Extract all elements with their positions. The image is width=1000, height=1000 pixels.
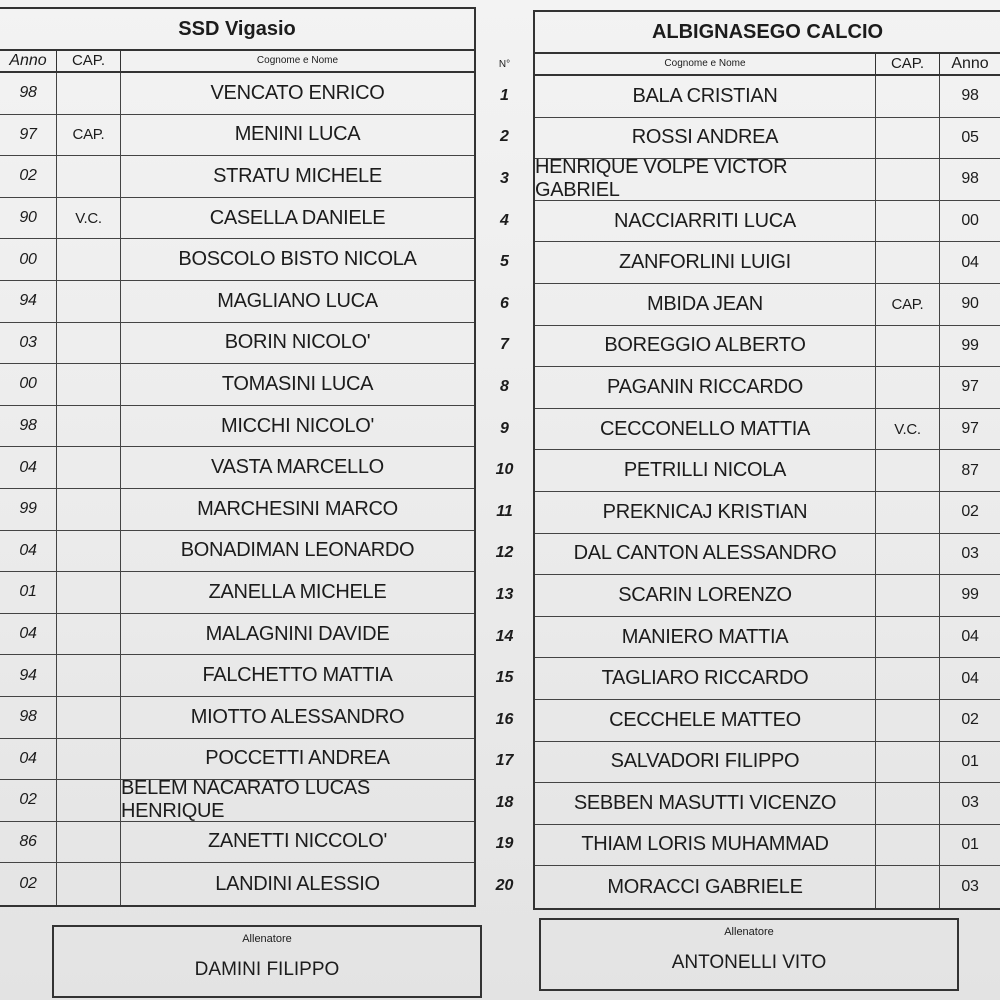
away-player-cap (876, 617, 940, 658)
home-player-cap (57, 822, 121, 863)
away-player-row (535, 783, 1000, 825)
home-player-cap (57, 447, 121, 488)
home-player-name: BOSCOLO BISTO NICOLA (178, 248, 417, 271)
away-player-name: MORACCI GABRIELE (535, 866, 876, 908)
home-player-anno: 04 (0, 531, 57, 572)
home-player-name: POCCETTI ANDREA (205, 747, 390, 770)
away-player-name: MANIERO MATTIA (535, 617, 876, 658)
home-player-row (0, 73, 474, 115)
away-player-cap: V.C. (876, 409, 940, 450)
away-player-cap (876, 742, 940, 783)
home-player-name: BELEM NACARATO LUCAS HENRIQUE (121, 777, 370, 823)
away-player-name: SALVADORI FILIPPO (535, 742, 876, 783)
home-coach-box (52, 925, 482, 998)
away-header-name: Cognome e Nome (535, 54, 876, 74)
away-player-anno: 99 (961, 586, 979, 604)
home-player-anno: 97 (0, 115, 57, 156)
home-team-title: SSD Vigasio (0, 9, 474, 51)
away-player-cap (876, 866, 940, 908)
away-coach-name: ANTONELLI VITO (671, 952, 827, 973)
away-player-cap (876, 242, 940, 283)
home-player-cap (57, 239, 121, 280)
away-player-row (535, 700, 1000, 742)
away-player-cap (876, 450, 940, 491)
home-player-row (0, 614, 474, 656)
away-player-anno: 04 (961, 253, 979, 271)
away-player-name: PAGANIN RICCARDO (535, 367, 876, 408)
home-player-row (0, 156, 474, 198)
away-player-name: DAL CANTON ALESSANDRO (535, 534, 876, 575)
away-player-row (535, 118, 1000, 160)
shirt-number: 10 (495, 461, 514, 479)
shirt-number: 16 (495, 710, 514, 728)
away-header-anno: Anno (951, 55, 989, 72)
home-player-row (0, 697, 474, 739)
away-player-cap (876, 825, 940, 866)
away-player-row (535, 367, 1000, 409)
away-player-anno: 01 (961, 835, 979, 853)
away-player-name: BALA CRISTIAN (535, 76, 876, 117)
away-player-name: THIAM LORIS MUHAMMAD (535, 825, 876, 866)
home-player-name: CASELLA DANIELE (209, 206, 386, 229)
away-player-cap (876, 492, 940, 533)
home-player-anno: 01 (0, 572, 57, 613)
home-player-cap (57, 489, 121, 530)
home-player-row (0, 489, 474, 531)
away-player-anno: 98 (961, 170, 979, 188)
home-player-cap (57, 739, 121, 780)
home-player-anno: 94 (0, 281, 57, 322)
home-player-cap (57, 780, 121, 821)
away-player-row (535, 742, 1000, 784)
shirt-number: 8 (500, 377, 509, 395)
shirt-number: 18 (495, 793, 514, 811)
away-player-cap (876, 367, 940, 408)
away-player-anno: 02 (961, 503, 979, 521)
home-player-anno: 86 (0, 822, 57, 863)
home-player-cap: CAP. (57, 115, 121, 156)
home-player-anno: 02 (0, 780, 57, 821)
away-player-row (535, 242, 1000, 284)
away-player-cap (876, 201, 940, 242)
away-player-row (535, 450, 1000, 492)
away-coach-label: Allenatore (724, 926, 774, 938)
away-player-row (535, 575, 1000, 617)
away-player-name: SEBBEN MASUTTI VICENZO (535, 783, 876, 824)
home-player-name: MALAGNINI DAVIDE (205, 622, 390, 645)
home-player-name: ZANETTI NICCOLO' (207, 830, 388, 853)
home-player-row (0, 572, 474, 614)
away-player-anno: 99 (961, 336, 979, 354)
home-player-row (0, 447, 474, 489)
home-player-row (0, 655, 474, 697)
away-player-anno: 97 (961, 378, 979, 396)
home-player-row (0, 822, 474, 864)
away-player-name: HENRIQUE VOLPE VICTOR GABRIEL (535, 159, 876, 200)
away-player-row (535, 534, 1000, 576)
shirt-number: 20 (495, 877, 514, 895)
home-team-table (0, 7, 476, 907)
shirt-number: 13 (495, 585, 514, 603)
home-player-row (0, 739, 474, 781)
home-player-anno: 98 (0, 73, 57, 114)
home-player-anno: 02 (0, 156, 57, 197)
shirt-number: 9 (500, 419, 509, 437)
shirt-number: 17 (495, 752, 514, 770)
away-player-cap (876, 118, 940, 159)
away-player-anno: 87 (961, 461, 979, 479)
away-player-anno: 03 (961, 794, 979, 812)
home-player-row (0, 323, 474, 365)
away-player-cap (876, 783, 940, 824)
home-player-anno: 94 (0, 655, 57, 696)
home-player-name: MAGLIANO LUCA (217, 289, 378, 312)
shirt-number: 4 (500, 211, 509, 229)
home-player-row (0, 198, 474, 240)
home-table-header (0, 51, 474, 73)
away-team-table (533, 10, 1000, 910)
away-team-title: ALBIGNASEGO CALCIO (535, 12, 1000, 54)
shirt-number: 12 (495, 544, 514, 562)
away-player-row (535, 866, 1000, 908)
home-player-name: TOMASINI LUCA (221, 372, 374, 395)
number-rows (476, 75, 533, 907)
home-header-name: Cognome e Nome (256, 55, 339, 66)
away-player-row (535, 658, 1000, 700)
shirt-number: 14 (495, 627, 514, 645)
shirt-number: 1 (500, 86, 509, 104)
home-header-cap: CAP. (57, 51, 121, 71)
away-player-anno: 03 (961, 878, 979, 896)
away-player-row (535, 492, 1000, 534)
home-player-name: BONADIMAN LEONARDO (180, 539, 415, 562)
home-player-name: STRATU MICHELE (213, 164, 382, 187)
home-player-name: MIOTTO ALESSANDRO (190, 705, 405, 728)
away-player-anno: 98 (961, 87, 979, 105)
home-coach-name: DAMINI FILIPPO (194, 959, 340, 980)
home-player-name: LANDINI ALESSIO (215, 872, 380, 895)
away-player-row (535, 76, 1000, 118)
home-player-anno: 90 (0, 198, 57, 239)
away-player-cap (876, 326, 940, 367)
home-player-anno: 04 (0, 739, 57, 780)
shirt-number: 15 (495, 669, 514, 687)
home-player-cap (57, 73, 121, 114)
home-player-row (0, 406, 474, 448)
away-player-name: BOREGGIO ALBERTO (535, 326, 876, 367)
away-player-row (535, 617, 1000, 659)
home-player-row (0, 531, 474, 573)
away-player-name: PETRILLI NICOLA (535, 450, 876, 491)
home-player-cap (57, 531, 121, 572)
away-player-name: SCARIN LORENZO (535, 575, 876, 616)
shirt-number: 5 (500, 253, 509, 271)
away-player-row (535, 284, 1000, 326)
away-player-row (535, 825, 1000, 867)
away-player-cap (876, 658, 940, 699)
home-player-name: ZANELLA MICHELE (208, 580, 387, 603)
away-player-anno: 01 (961, 752, 979, 770)
away-player-name: CECCHELE MATTEO (535, 700, 876, 741)
home-player-row (0, 777, 474, 823)
away-player-anno: 04 (961, 669, 979, 687)
home-player-cap (57, 156, 121, 197)
away-player-anno: 97 (961, 420, 979, 438)
home-player-anno: 00 (0, 364, 57, 405)
away-player-row (535, 156, 1000, 202)
away-player-cap (876, 159, 940, 200)
away-player-anno: 90 (961, 295, 979, 313)
home-player-cap (57, 281, 121, 322)
home-player-row (0, 115, 474, 157)
away-player-rows (535, 76, 1000, 908)
home-player-anno: 04 (0, 614, 57, 655)
home-player-name: BORIN NICOLO' (224, 331, 371, 354)
away-player-anno: 02 (961, 711, 979, 729)
home-player-anno: 03 (0, 323, 57, 364)
away-player-name: NACCIARRITI LUCA (535, 201, 876, 242)
home-player-anno: 98 (0, 406, 57, 447)
home-player-anno: 04 (0, 447, 57, 488)
away-player-cap (876, 76, 940, 117)
away-table-header (535, 54, 1000, 76)
home-player-row (0, 364, 474, 406)
away-player-cap (876, 575, 940, 616)
home-header-anno: Anno (0, 51, 57, 71)
home-player-cap (57, 364, 121, 405)
away-player-anno: 03 (961, 544, 979, 562)
home-player-row (0, 239, 474, 281)
shirt-number: 6 (500, 294, 509, 312)
away-player-name: CECCONELLO MATTIA (535, 409, 876, 450)
home-player-name: VASTA MARCELLO (211, 456, 384, 479)
shirt-numbers-column (476, 55, 533, 907)
shirt-number: 3 (500, 169, 509, 187)
home-player-cap (57, 572, 121, 613)
home-player-cap (57, 614, 121, 655)
home-player-name: MARCHESINI MARCO (197, 497, 398, 520)
away-player-row (535, 201, 1000, 243)
away-player-name: TAGLIARO RICCARDO (535, 658, 876, 699)
away-player-cap (876, 534, 940, 575)
home-player-cap: V.C. (57, 198, 121, 239)
home-player-cap (57, 863, 121, 905)
away-player-cap: CAP. (876, 284, 940, 325)
home-player-cap (57, 406, 121, 447)
away-player-row (535, 326, 1000, 368)
home-player-row (0, 281, 474, 323)
away-player-name: ZANFORLINI LUIGI (535, 242, 876, 283)
home-player-cap (57, 697, 121, 738)
home-player-cap (57, 323, 121, 364)
shirt-number: 2 (500, 128, 509, 146)
home-player-anno: 98 (0, 697, 57, 738)
home-player-anno: 02 (0, 863, 57, 905)
away-header-cap: CAP. (876, 54, 940, 74)
numbers-header: N° (498, 59, 511, 70)
away-player-anno: 00 (961, 212, 979, 230)
shirt-number: 19 (495, 835, 514, 853)
home-player-anno: 99 (0, 489, 57, 530)
home-player-name: FALCHETTO MATTIA (202, 664, 393, 687)
home-player-row (0, 863, 474, 905)
shirt-number: 7 (500, 336, 509, 354)
home-coach-label: Allenatore (242, 933, 292, 945)
away-player-name: PREKNICAJ KRISTIAN (535, 492, 876, 533)
home-player-name: MENINI LUCA (234, 123, 361, 146)
away-player-anno: 05 (961, 128, 979, 146)
away-player-name: ROSSI ANDREA (535, 118, 876, 159)
away-player-anno: 04 (961, 628, 979, 646)
shirt-number: 11 (496, 502, 513, 520)
away-player-name: MBIDA JEAN (535, 284, 876, 325)
home-player-name: MICCHI NICOLO' (221, 414, 374, 437)
away-player-row (535, 409, 1000, 451)
home-player-rows (0, 73, 474, 905)
away-player-cap (876, 700, 940, 741)
home-player-cap (57, 655, 121, 696)
home-player-name: VENCATO ENRICO (210, 81, 385, 104)
away-coach-box (539, 918, 959, 991)
home-player-anno: 00 (0, 239, 57, 280)
